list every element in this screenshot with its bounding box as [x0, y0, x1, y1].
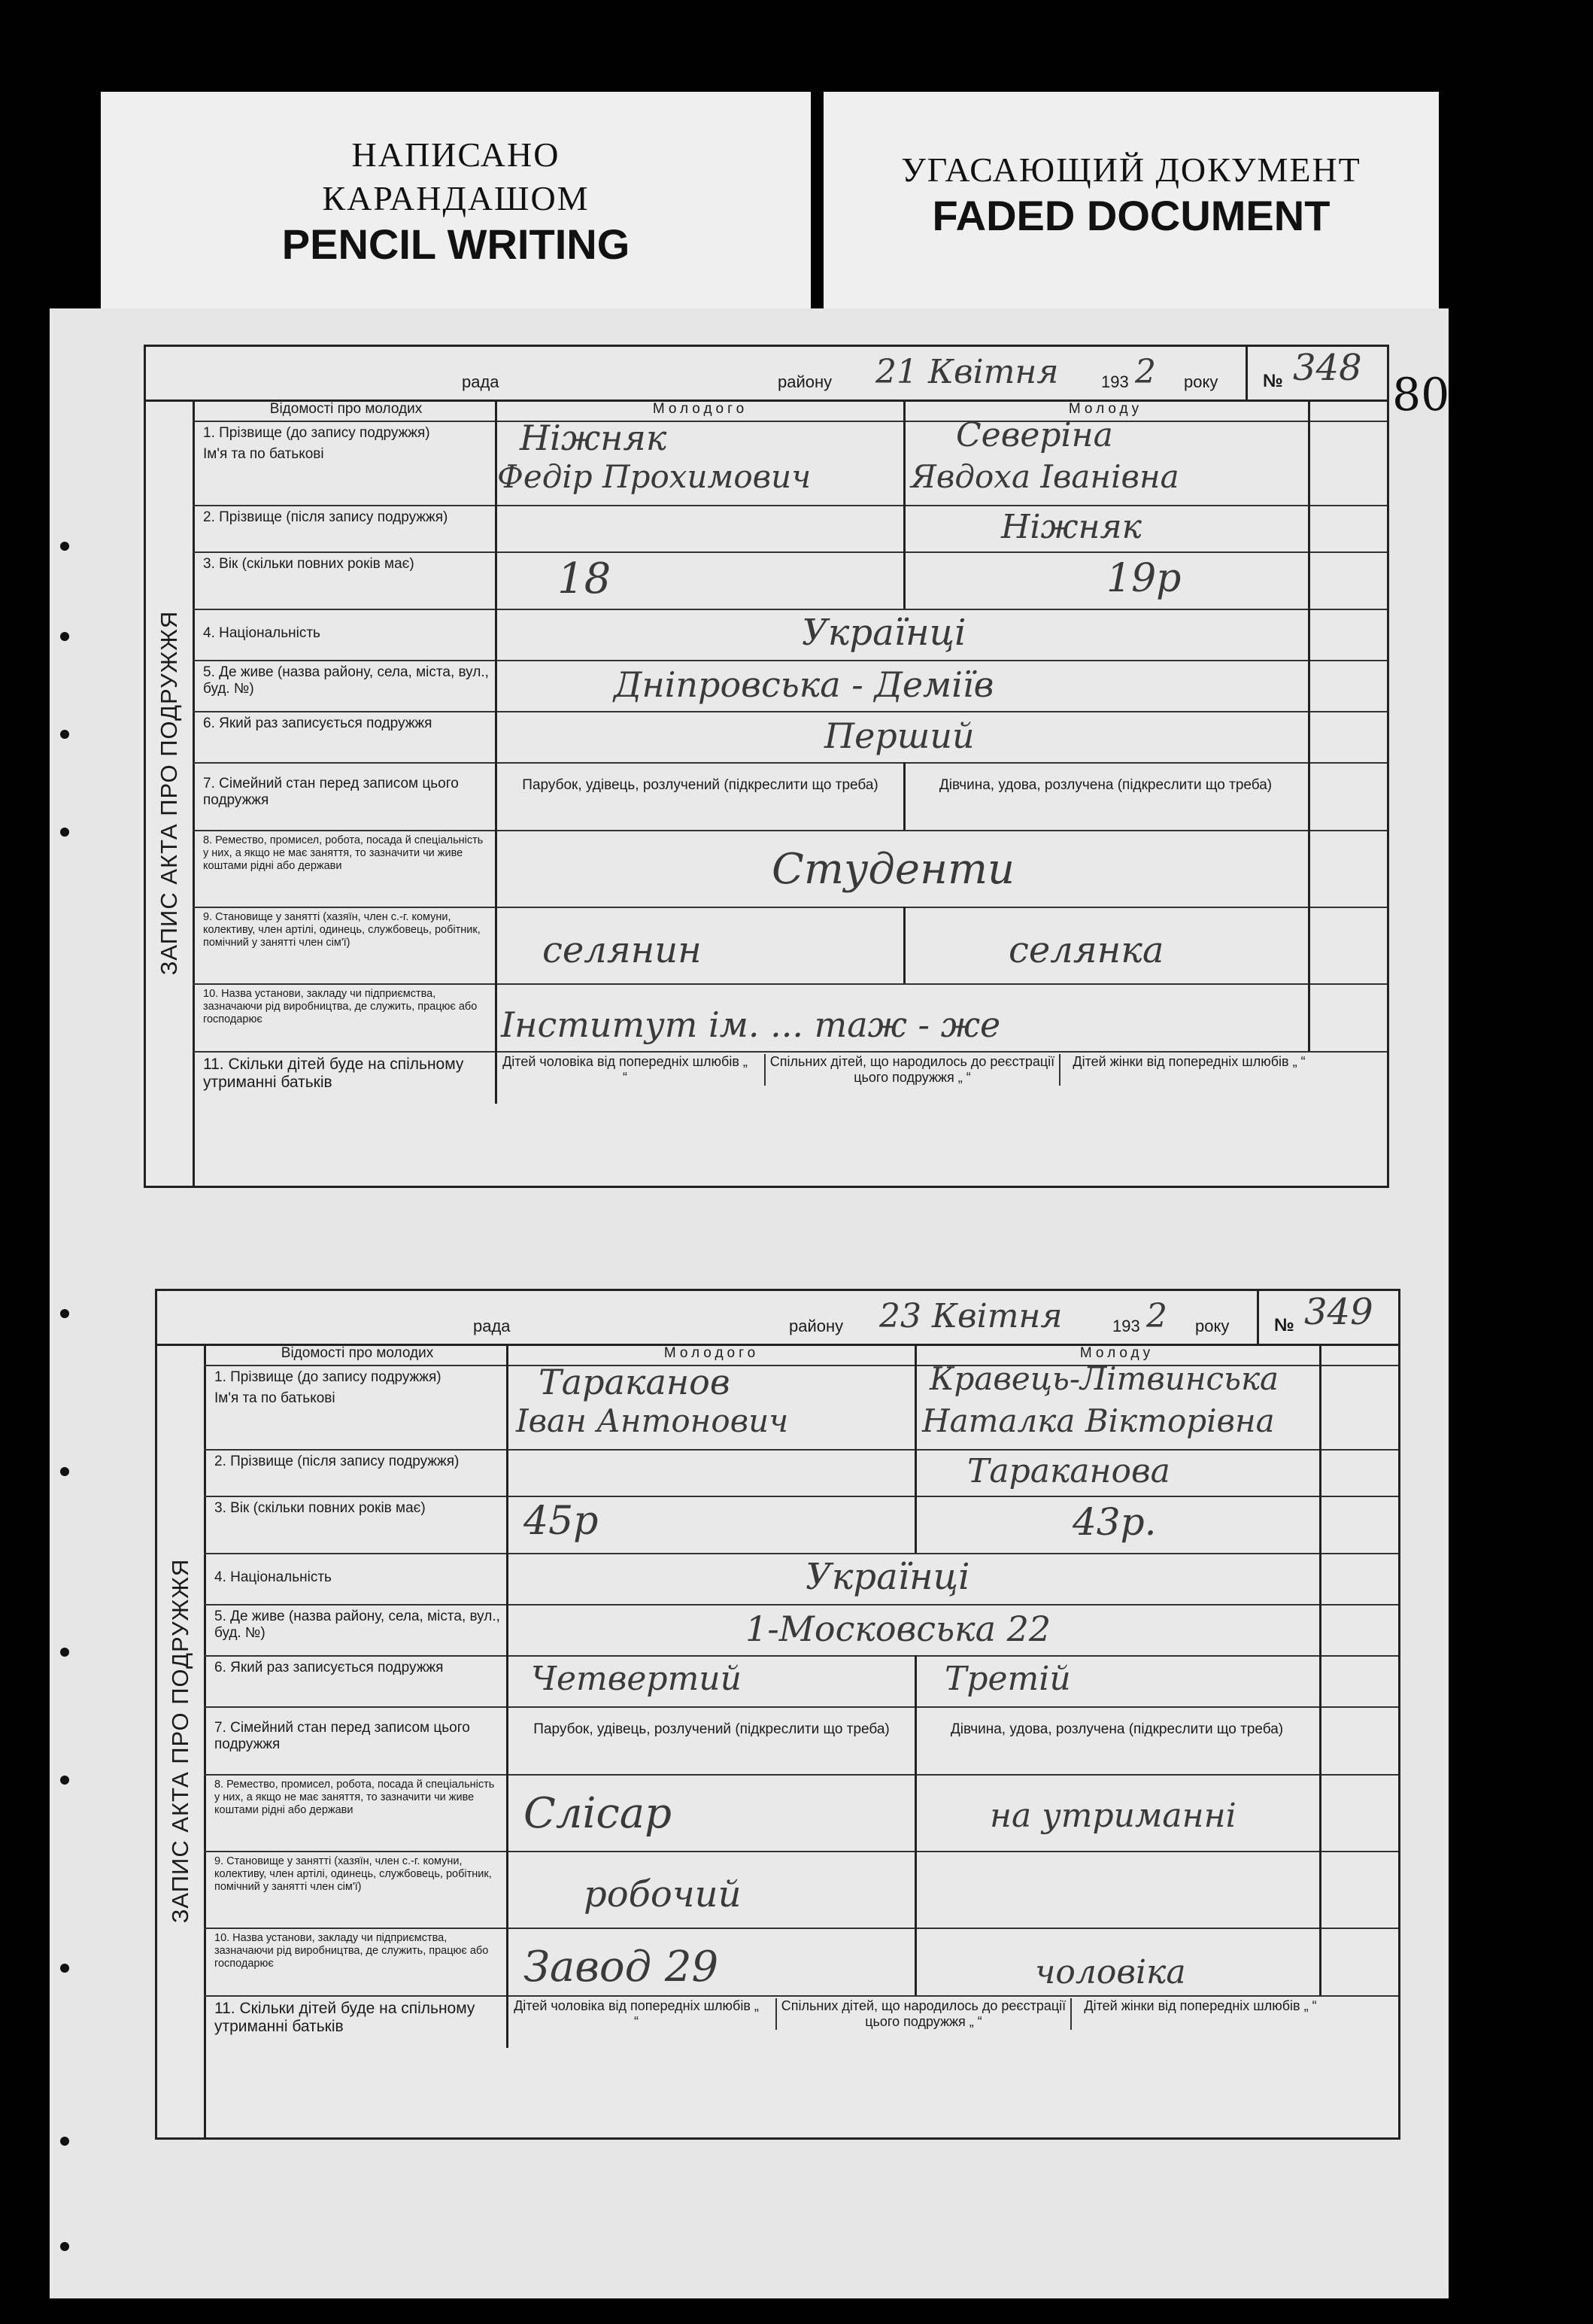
- bride-new-surname: Ніжняк: [1001, 508, 1142, 546]
- year-digit: 2: [1135, 353, 1156, 391]
- row-age: 3. Вік (скільки повних років має) 18 19р: [193, 551, 1387, 610]
- row-occupation: 8. Ремество, промисел, робота, посада й спеціальність у них, а якщо не має заняття, то зазначити чи живе коштами рідні або держави Слісар на утриманні: [204, 1774, 1398, 1852]
- header-bride: Молоду: [915, 1344, 1321, 1365]
- bride-surname: Северіна: [956, 416, 1113, 454]
- record-header: [146, 347, 1387, 402]
- row-times: 6. Який раз записується подружжя Четвертий Третій: [204, 1655, 1398, 1708]
- row-children: 11. Скільки дітей буде на спільному утриманні батьків Дітей чоловіка від попередніх шлюбів „ “ Спільних дітей, що народилось до реєстрації цього подружжя „ “ Дітей жінки від попередніх шлюбів „ “: [193, 1051, 1387, 1104]
- row-children: 11. Скільки дітей буде на спільному утриманні батьків Дітей чоловіка від попередніх шлюбів „ “ Спільних дітей, що народилось до реєстрації цього подружжя „ “ Дітей жінки від попередніх шлюбів „ “: [204, 1995, 1398, 2048]
- groom-position: селянин: [542, 929, 702, 971]
- groom-status-options: Парубок, удівець, розлучений (підкреслити що треба): [522, 777, 878, 793]
- row-address: 5. Де живе (назва району, села, міста, вул., буд. №) Дніпровська - Деміїв: [193, 660, 1387, 712]
- row-surname: 1. Прізвище (до запису подружжя) Ім'я та по батькові Тараканов Іван Антонович Кравець-Літвинська Наталка Вікторівна: [204, 1365, 1398, 1451]
- bride-position: селянка: [1009, 929, 1164, 971]
- raion-label: району: [789, 1317, 844, 1335]
- row-marital-status: 7. Сімейний стан перед записом цього подружжя Парубок, удівець, розлучений (підкреслити що треба) Дівчина, удова, розлучена (підкреслити що треба): [193, 762, 1387, 831]
- row-nationality: 4. Національність Українці: [204, 1553, 1398, 1606]
- row-occupation: 8. Ремество, промисел, робота, посада й спеціальність у них, а якщо не має заняття, то зазначити чи живе коштами рідні або держави Студенти: [193, 830, 1387, 908]
- side-title: ЗАПИС АКТА ПРО ПОДРУЖЖЯ: [157, 1344, 206, 2137]
- row-age: 3. Вік (скільки повних років має) 45р 43р.: [204, 1496, 1398, 1554]
- institution: Інститут ім. ... таж - же: [501, 1004, 1001, 1045]
- record-date: 21 Квітня: [875, 353, 1059, 391]
- document-page: [50, 308, 1449, 2298]
- label-line-2: FADED DOCUMENT: [932, 192, 1331, 239]
- row-new-surname: 2. Прізвище (після запису подружжя) Ніжняк: [193, 505, 1387, 553]
- row-new-surname: 2. Прізвище (після запису подружжя) Тараканова: [204, 1449, 1398, 1497]
- address: Дніпровська - Деміїв: [614, 664, 994, 705]
- table-header-row: [193, 399, 1387, 422]
- record-header: [157, 1291, 1398, 1346]
- kids-groom: Дітей чоловіка від попередніх шлюбів „ “: [502, 1054, 748, 1085]
- bride-institution: чоловіка: [1035, 1953, 1186, 1991]
- side-title: ЗАПИС АКТА ПРО ПОДРУЖЖЯ: [146, 399, 195, 1186]
- record-date: 23 Квітня: [879, 1297, 1063, 1335]
- occupation: Студенти: [772, 845, 1015, 894]
- record-number-box: [1246, 347, 1387, 399]
- groom-institution: Завод 29: [523, 1943, 719, 1991]
- kids-bride: Дітей жінки від попередніх шлюбів „ “: [1084, 1998, 1317, 2013]
- record-number: 348: [1293, 347, 1362, 389]
- rada-label: рада: [473, 1317, 511, 1335]
- row-institution: 10. Назва установи, закладу чи підприємства, зазначаючи рід виробництва, де служить, працює або господарює Інститут ім. ... таж - же: [193, 983, 1387, 1053]
- label-line-2: КАРАНДАШОМ: [322, 179, 590, 217]
- record-grid: [193, 399, 1387, 1186]
- kids-common: Спільних дітей, що народилось до реєстрації цього подружжя „ “: [775, 1998, 1072, 2030]
- label-line-3: PENCIL WRITING: [281, 220, 630, 268]
- row-position: 9. Становище у занятті (хазяїн, член с.-г. комуни, колективу, член артілі, одинець, службовець, робітник, помічний у занятті член сім'ї) робочий: [204, 1851, 1398, 1929]
- year-digit: 2: [1146, 1297, 1167, 1335]
- times-married: Перший: [824, 715, 975, 756]
- header-groom: Молодого: [497, 399, 906, 421]
- row-position: 9. Становище у занятті (хазяїн, член с.-г. комуни, колективу, член артілі, одинець, службовець, робітник, помічний у занятті член сім'ї) селянин селянка: [193, 907, 1387, 985]
- year-suffix: року: [1184, 372, 1218, 391]
- bride-status-options: Дівчина, удова, розлучена (підкреслити що треба): [950, 1721, 1284, 1737]
- row-times: 6. Який раз записується подружжя Перший: [193, 711, 1387, 764]
- bride-name: Наталка Вікторівна: [922, 1402, 1275, 1439]
- header-bride: Молоду: [903, 399, 1310, 421]
- rada-label: рада: [462, 372, 499, 391]
- row-nationality: 4. Національність Українці: [193, 609, 1387, 661]
- groom-name: Іван Антонович: [516, 1402, 789, 1439]
- raion-label: району: [778, 372, 833, 391]
- row-address: 5. Де живе (назва району, села, міста, вул., буд. №) 1-Московська 22: [204, 1604, 1398, 1657]
- bride-occupation: на утриманні: [990, 1797, 1236, 1835]
- marriage-record-349: [155, 1289, 1400, 2140]
- pencil-writing-label: [101, 92, 811, 310]
- header-label: Відомості про молодих: [193, 399, 497, 421]
- record-number-box: [1257, 1291, 1398, 1344]
- header-groom: Молодого: [508, 1344, 917, 1365]
- groom-position: робочий: [584, 1873, 742, 1915]
- row-marital-status: 7. Сімейний стан перед записом цього подружжя Парубок, удівець, розлучений (підкреслити що треба) Дівчина, удова, розлучена (підкреслити що треба): [204, 1706, 1398, 1776]
- groom-status-options: Парубок, удівець, розлучений (підкреслити що треба): [533, 1721, 890, 1737]
- record-number: 349: [1304, 1291, 1373, 1333]
- groom-name: Федір Прохимович: [497, 458, 812, 495]
- year-prefix: 193: [1112, 1317, 1140, 1335]
- record-grid: [204, 1344, 1398, 2137]
- row-institution: 10. Назва установи, закладу чи підприємства, зазначаючи рід виробництва, де служить, працює або господарює Завод 29 чоловіка: [204, 1928, 1398, 1997]
- groom-surname: Ніжняк: [520, 418, 667, 458]
- groom-age: 45р: [523, 1499, 599, 1544]
- groom-surname: Тараканов: [539, 1362, 730, 1402]
- margin-page-number: 80: [1392, 369, 1450, 421]
- row-surname: 1. Прізвище (до запису подружжя) Ім'я та по батькові Ніжняк Федір Прохимович Северіна Явдоха Іванівна: [193, 421, 1387, 506]
- number-sign: №: [1274, 1315, 1294, 1335]
- bride-surname: Кравець-Літвинська: [930, 1360, 1279, 1397]
- bride-status-options: Дівчина, удова, розлучена (підкреслити що треба): [939, 777, 1273, 793]
- kids-common: Спільних дітей, що народилось до реєстрації цього подружжя „ “: [764, 1054, 1060, 1086]
- year-suffix: року: [1195, 1317, 1230, 1335]
- kids-bride: Дітей жінки від попередніх шлюбів „ “: [1073, 1054, 1306, 1069]
- bride-new-surname: Тараканова: [967, 1452, 1170, 1490]
- header-label: Відомості про молодих: [204, 1344, 508, 1365]
- number-sign: №: [1263, 371, 1283, 391]
- groom-age: 18: [557, 554, 611, 603]
- bride-times: Третій: [945, 1660, 1071, 1698]
- kids-groom: Дітей чоловіка від попередніх шлюбів „ “: [514, 1998, 759, 2029]
- nationality: Українці: [802, 612, 966, 654]
- groom-occupation: Слісар: [523, 1789, 672, 1838]
- bride-age: 19р: [1106, 556, 1182, 601]
- groom-times: Четвертий: [531, 1660, 742, 1698]
- label-line-1: НАПИСАНО: [351, 135, 560, 174]
- marriage-record-348: [144, 345, 1389, 1188]
- address: 1-Московська 22: [745, 1609, 1051, 1649]
- year-prefix: 193: [1101, 372, 1129, 391]
- faded-document-label: [824, 92, 1439, 310]
- bride-name: Явдоха Іванівна: [911, 458, 1179, 495]
- bride-age: 43р.: [1073, 1500, 1157, 1544]
- label-line-1: УГАСАЮЩИЙ ДОКУМЕНТ: [901, 150, 1361, 189]
- nationality: Українці: [806, 1556, 970, 1598]
